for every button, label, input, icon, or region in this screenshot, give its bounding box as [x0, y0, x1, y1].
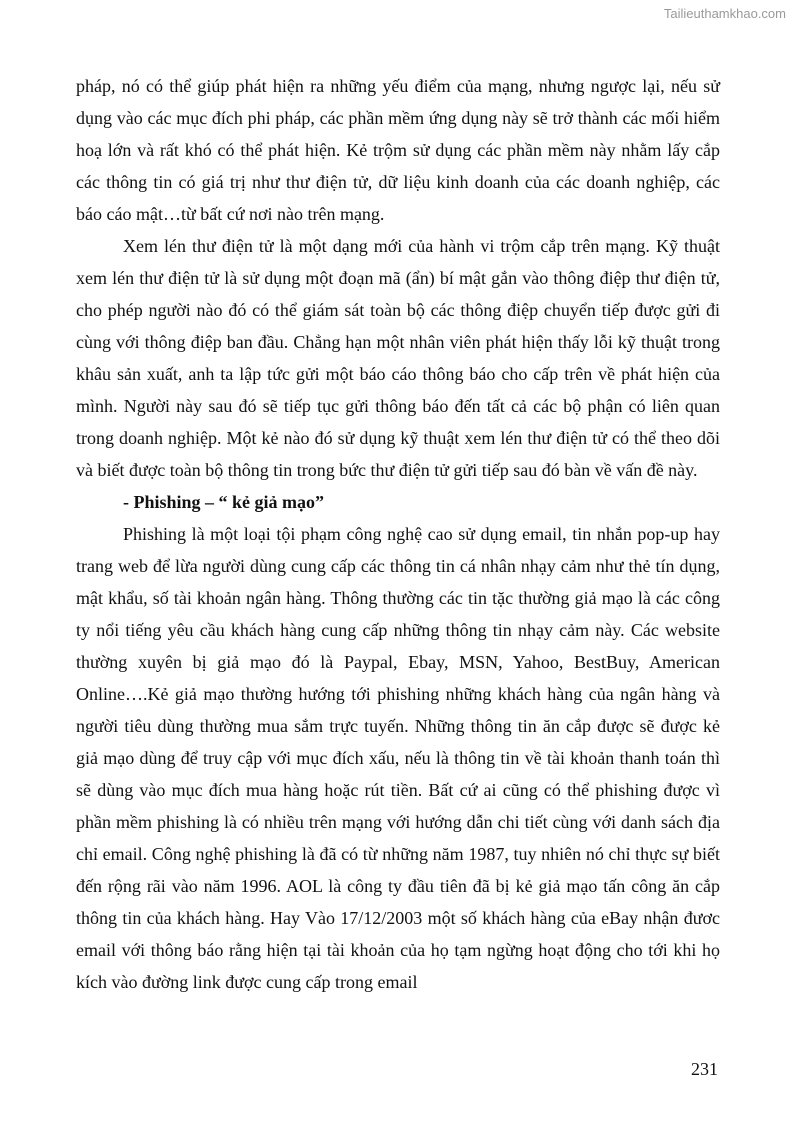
- paragraph-2: Xem lén thư điện tử là một dạng mới của hành vi trộm cắp trên mạng. Kỹ thuật xem lén thư điện tử là sử dụng một đoạn mã (ẩn) bí mật gắn vào thông điệp thư điện tử, cho phép người nào đó có thể giám sát toàn bộ các thông điệp chuyển tiếp được gửi đi cùng với thông điệp ban đầu. Chẳng hạn một nhân viên phát hiện thấy lỗi kỹ thuật trong khâu sản xuất, anh ta lập tức gửi một báo cáo thông báo cho cấp trên về phát hiện của mình. Người này sau đó sẽ tiếp tục gửi thông báo đến tất cả các bộ phận có liên quan trong doanh nghiệp. Một kẻ nào đó sử dụng kỹ thuật xem lén thư điện tử có thể theo dõi và biết được toàn bộ thông tin trong bức thư điện tử gửi tiếp sau đó bàn về vấn đề này.: [76, 236, 720, 480]
- paragraph-3: Phishing là một loại tội phạm công nghệ cao sử dụng email, tin nhắn pop-up hay trang web để lừa người dùng cung cấp các thông tin cá nhân nhạy cảm như thẻ tín dụng, mật khẩu, số tài khoản ngân hàng. Thông thường các tin tặc thường giả mạo là các công ty nổi tiếng yêu cầu khách hàng cung cấp những thông tin nhạy cảm này. Các website thường xuyên bị giả mạo đó là Paypal, Ebay, MSN, Yahoo, BestBuy, American Online….Kẻ giả mạo thường hướng tới phishing những khách hàng của ngân hàng và người tiêu dùng thường mua sắm trực tuyến. Những thông tin ăn cắp được sẽ được kẻ giả mạo dùng để truy cập với mục đích xấu, nếu là thông tin về tài khoản thanh toán thì sẽ dùng vào mục đích mua hàng hoặc rút tiền. Bất cứ ai cũng có thể phishing được vì phần mềm phishing là có nhiều trên mạng với hướng dẫn chi tiết cùng với danh sách địa chỉ email. Công nghệ phishing là đã có từ những năm 1987, tuy nhiên nó chỉ thực sự biết đến rộng rãi vào năm 1996. AOL là công ty đầu tiên đã bị kẻ giả mạo tấn công ăn cắp thông tin của khách hàng. Hay Vào 17/12/2003 một số khách hàng của eBay nhận đươc email với thông báo rằng hiện tại tài khoản của họ tạm ngừng hoạt động cho tới khi họ kích vào đường link được cung cấp trong email: [76, 524, 720, 992]
- paragraph-1: pháp, nó có thể giúp phát hiện ra những yếu điểm của mạng, nhưng ngược lại, nếu sử dụng vào các mục đích phi pháp, các phần mềm ứng dụng này sẽ trở thành các mối hiểm hoạ lớn và rất khó có thể phát hiện. Kẻ trộm sử dụng các phần mềm này nhằm lấy cắp các thông tin có giá trị như thư điện tử, dữ liệu kinh doanh của các doanh nghiệp, các báo cáo mật…từ bất cứ nơi nào trên mạng.: [76, 76, 720, 224]
- watermark: Tailieuthamkhao.com: [663, 6, 786, 21]
- section-heading-phishing: - Phishing – “ kẻ giả mạo”: [123, 492, 325, 512]
- page-number: 231: [691, 1059, 718, 1079]
- document-body: [76, 70, 720, 998]
